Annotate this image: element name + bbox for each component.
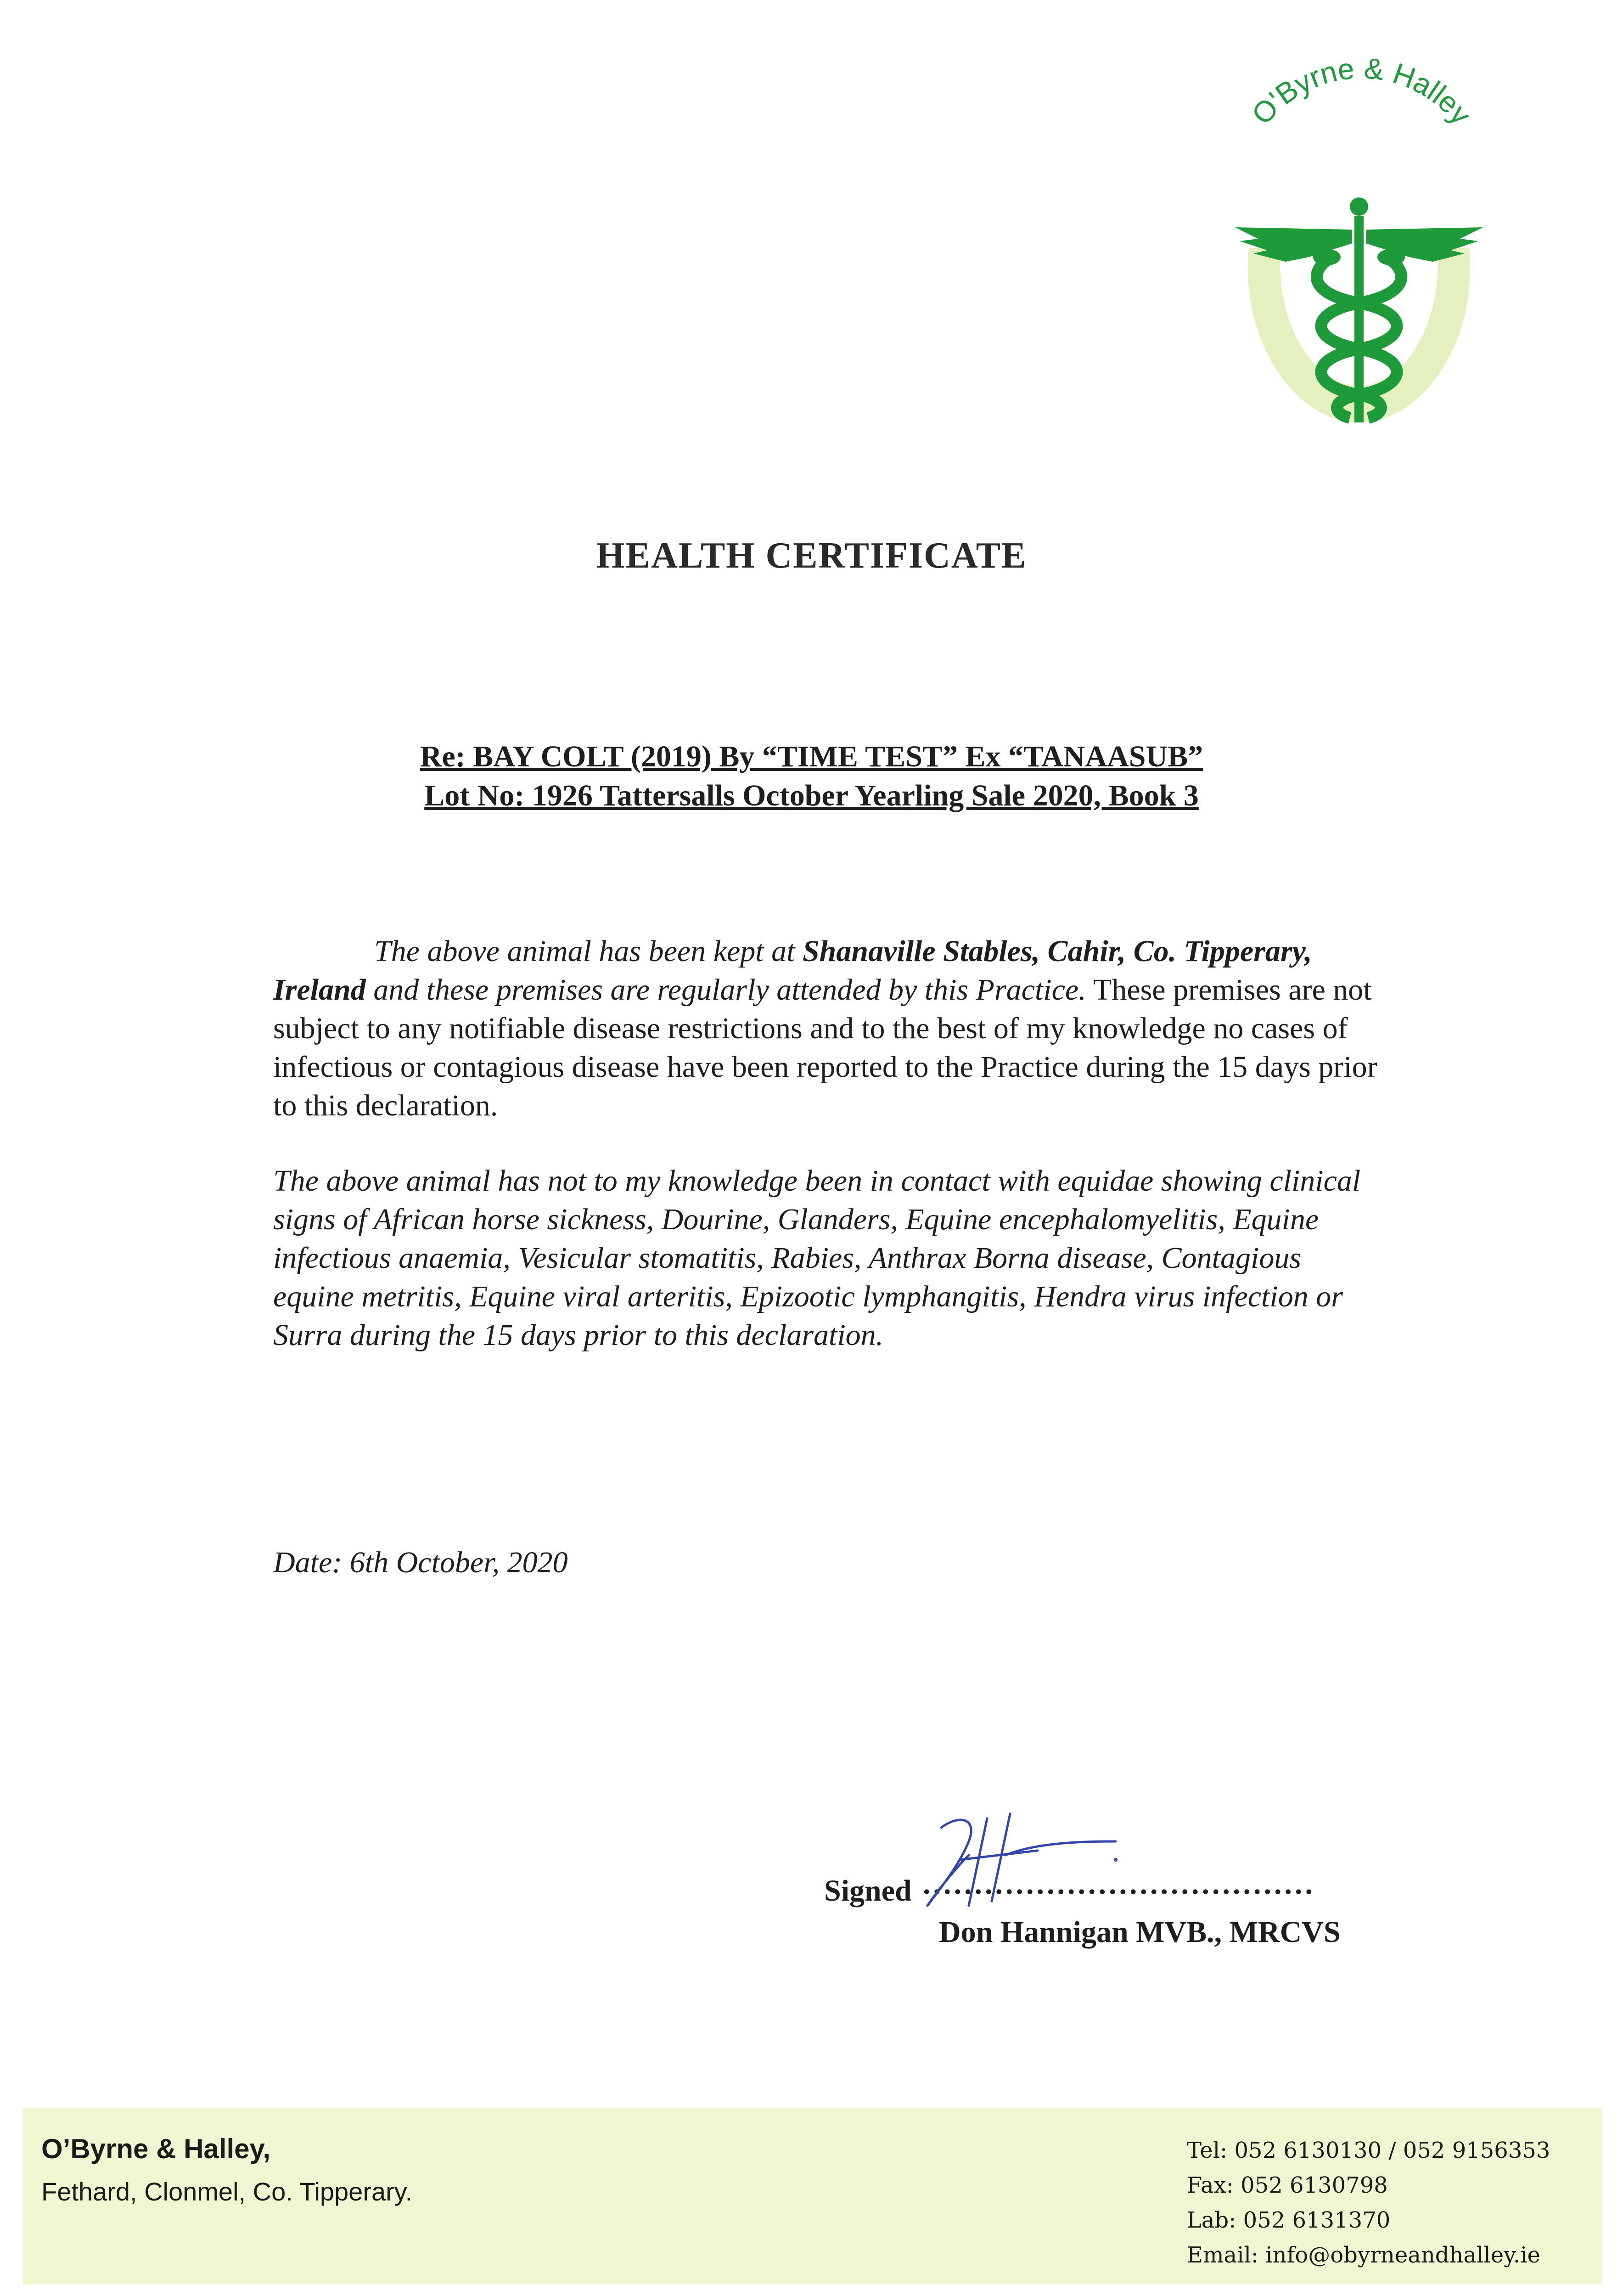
practice-address: Fethard, Clonmel, Co. Tipperary. (41, 2177, 413, 2206)
signed-label: Signed (824, 1874, 912, 1908)
letterhead-footer (23, 2108, 1602, 2285)
obyrne-halley-logo (1194, 55, 1524, 450)
contact-lab: Lab: 052 6131370 (1187, 2207, 1391, 2233)
premises-location: Shanaville Stables, Cahir, Co. Tipperary, Ireland (273, 934, 1312, 1007)
contact-fax: Fax: 052 6130798 (1187, 2172, 1388, 2198)
signature-line: ...................................... (923, 1867, 1315, 1901)
contact-email: Email: info@obyrneandhalley.ie (1187, 2242, 1540, 2268)
premises-mid: and these premises are regularly attended by this Practice. (365, 973, 1086, 1007)
premises-paragraph (273, 932, 1384, 1125)
practice-name: O’Byrne & Halley, (41, 2133, 271, 2164)
signer-name: Don Hannigan MVB., MRCVS (939, 1915, 1341, 1949)
premises-lead: The above animal has been kept at (374, 934, 803, 968)
certificate-title: HEALTH CERTIFICATE (596, 535, 1027, 576)
declaration-date: Date: 6th October, 2020 (273, 1546, 568, 1579)
re-line-horse: Re: BAY COLT (2019) By “TIME TEST” Ex “TANAASUB” (420, 740, 1203, 773)
logo-text: O'Byrne & Halley (1245, 55, 1478, 131)
handwritten-signature (900, 1800, 1139, 1919)
contact-declaration-paragraph: The above animal has not to my knowledge been in contact with equidae showing clinical signs of African horse sickness, Dourine, Glanders, Equine encephalomyelitis, Equine infectious anaemia, Vesicular stomatitis, Rabies, Anthrax Borna disease, Contagious equine metritis, Equine viral arteritis, Epizootic lymphangitis, Hendra virus infection or Surra during the 15 days prior to this declaration. (273, 1164, 1361, 1352)
contact-tel: Tel: 052 6130130 / 052 9156353 (1187, 2138, 1550, 2163)
re-line-lot: Lot No: 1926 Tattersalls October Yearling Sale 2020, Book 3 (424, 779, 1199, 812)
premises-rest: These premises are not subject to any notifiable disease restrictions and to the best of my knowledge no cases of infectious or contagious disease have been reported to the Practice during the 15 days prior to this declaration. (273, 973, 1377, 1122)
contact-details (1187, 2133, 1550, 2273)
